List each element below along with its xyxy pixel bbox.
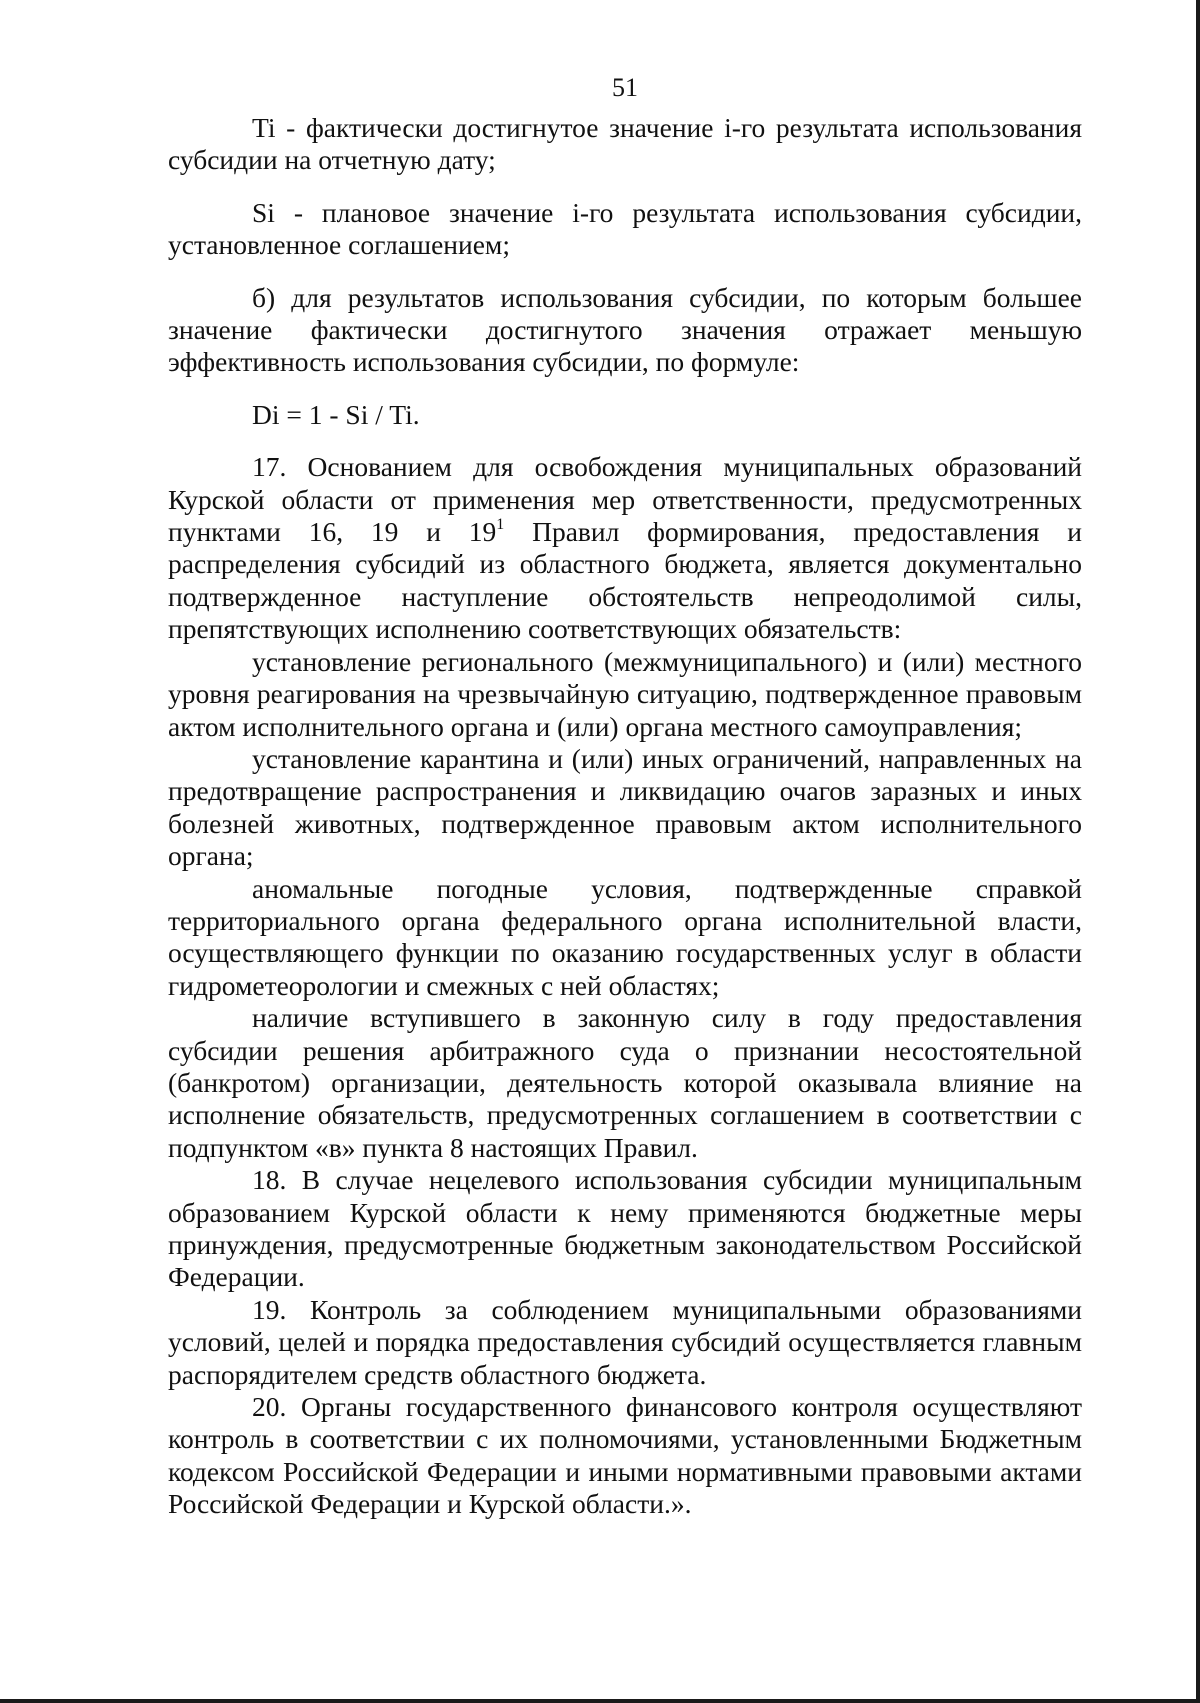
scan-edge-bottom: [0, 1699, 1200, 1703]
document-body: [168, 112, 1082, 1521]
page-number: 51: [612, 73, 638, 102]
paragraph-formula-b-intro: б) для результатов использования субсидии, по которым большее значение фактически достигнутого значения отражает меньшую эффективность использования субсидии, по формуле:: [168, 281, 1082, 378]
paragraph-20: 20. Органы государственного финансового контроля осуществляют контроль в соответствии с их полномочиями, установленными Бюджетным кодексом Российской Федерации и иными нормативными правовыми актами Российской Федерации и Курской области.».: [168, 1391, 1082, 1520]
paragraph-17-part2: Правил формирования, предоставления и распределения субсидий из областного бюджета, является документально подтвержденное наступление обстоятельств непреодолимой силы, препятствующих исполнению соответствующих обязательств:: [168, 516, 1083, 645]
paragraph-quarantine: установление карантина и (или) иных ограничений, направленных на предотвращение распространения и ликвидацию очагов заразных и иных болезней животных, подтвержденное правовым актом исполнительного органа;: [168, 742, 1082, 872]
superscript-1: 1: [496, 516, 505, 534]
paragraph-ti-definition: Ti - фактически достигнутое значение i-го результата использования субсидии на отчетную дату;: [168, 112, 1082, 176]
paragraph-bankruptcy: наличие вступившего в законную силу в году предоставления субсидии решения арбитражного суда о признании несостоятельной (банкротом) организации, деятельность которой оказывала влияние на исполнение обязательств, предусмотренных соглашением в соответствии с подпунктом «в» пункта 8 настоящих Правил.: [168, 1002, 1082, 1163]
paragraph-formula: Di = 1 - Si / Ti.: [252, 398, 420, 430]
paragraph-18: 18. В случае нецелевого использования субсидии муниципальным образованием Курской области к нему применяются бюджетные меры принуждения, предусмотренные бюджетным законодательством Российской Федерации.: [168, 1164, 1082, 1293]
paragraph-si-definition: Si - плановое значение i-го результата использования субсидии, установленное соглашением;: [168, 196, 1082, 261]
scan-edge-right: [1196, 0, 1200, 1703]
paragraph-emergency: установление регионального (межмуниципального) и (или) местного уровня реагирования на чрезвычайную ситуацию, подтвержденное правовым актом исполнительного органа и (или) органа местного самоуправления;: [168, 645, 1082, 742]
paragraph-17-part1: 17. Основанием для освобождения муниципальных образований Курской области от применения мер ответственности, предусмотренных пунктами 16, 19 и 19: [168, 451, 1082, 548]
paragraph-weather: аномальные погодные условия, подтвержденные справкой территориального органа федерального органа исполнительной власти, осуществляющего функции по оказанию государственных услуг в области гидрометеорологии и смежных с ней областях;: [168, 872, 1082, 1001]
paragraph-19: 19. Контроль за соблюдением муниципальными образованиями условий, целей и порядка предоставления субсидий осуществляется главным распорядителем средств областного бюджета.: [168, 1293, 1082, 1390]
paragraph-17: [168, 451, 1082, 645]
